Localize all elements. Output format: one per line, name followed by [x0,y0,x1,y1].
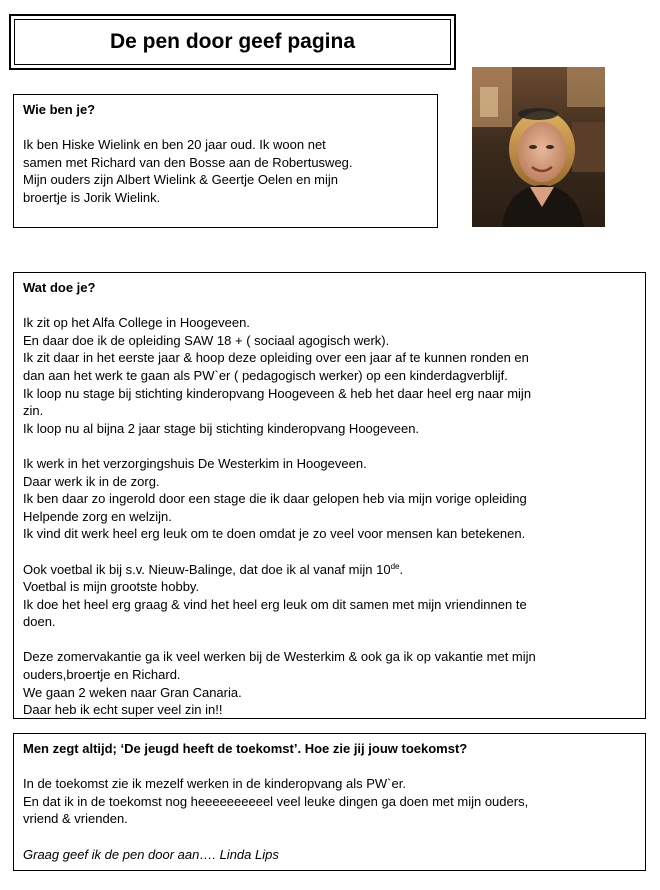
text-line: Daar heb ik echt super veel zin in!! [23,702,223,718]
text-line: Ik zit op het Alfa College in Hoogeveen. [23,315,250,331]
text-line: Mijn ouders zijn Albert Wielink & Geertje Oelen en mijn [23,172,339,188]
section-who-are-you [13,94,438,228]
text-line: dan aan het werk te gaan als PW`er ( pedagogisch werker) op een kinderdagverblijf. [23,367,508,383]
text-line: zin. [23,403,44,419]
text-line: Helpende zorg en welzijn. [23,508,172,524]
page-title: De pen door geef pagina [14,19,451,65]
text-line: Ik loop nu stage bij stichting kinderopvang Hoogeveen & heb het daar heel erg naar mijn [23,385,532,401]
text-line: Ik ben Hiske Wielink en ben 20 jaar oud. Ik woon net [23,137,326,153]
text-line: samen met Richard van den Bosse aan de Robertusweg. [23,154,353,170]
text-line: Ook voetbal ik bij s.v. Nieuw-Balinge, dat doe ik al vanaf mijn 10de. [23,561,404,577]
text-line: Ik doe het heel erg graag & vind het heel erg leuk om dit samen met mijn vriendinnen te [23,596,527,612]
section-future [13,733,646,871]
text-line: Ik zit daar in het eerste jaar & hoop deze opleiding over een jaar af te kunnen ronden en [23,350,529,366]
text-line: Deze zomervakantie ga ik veel werken bij de Westerkim & ook ga ik op vakantie met mijn [23,649,536,665]
text-line: In de toekomst zie ik mezelf werken in de kinderopvang als PW`er. [23,776,406,792]
text-line: En dat ik in de toekomst nog heeeeeeeeeel veel leuke dingen ga doen met mijn ouders, [23,793,529,809]
title-frame [9,14,456,70]
text-line: vriend & vrienden. [23,811,128,827]
text-line: Ik ben daar zo ingerold door een stage die ik daar gelopen heb via mijn vorige opleiding [23,491,527,507]
text-line: En daar doe ik de opleiding SAW 18 + ( sociaal agogisch werk). [23,332,390,348]
text-line: ouders,broertje en Richard. [23,667,181,683]
text-line: Ik werk in het verzorgingshuis De Westerkim in Hoogeveen. [23,455,367,471]
signoff: Graag geef ik de pen door aan…. Linda Lips [23,846,279,862]
section-what-do-you-do [13,272,646,719]
question-heading: Wat doe je? [23,280,96,295]
question-heading: Wie ben je? [23,102,96,117]
superscript: de [390,561,400,571]
text-line: doen. [23,614,56,630]
text-line: Ik vind dit werk heel erg leuk om te doen omdat je zo veel voor mensen kan betekenen. [23,526,526,542]
portrait-photo [472,67,605,227]
question-heading: Men zegt altijd; ‘De jeugd heeft de toekomst’. Hoe zie jij jouw toekomst? [23,741,468,756]
text-line: Ik loop nu al bijna 2 jaar stage bij stichting kinderopvang Hoogeveen. [23,420,420,436]
text-line: Voetbal is mijn grootste hobby. [23,579,200,595]
text-line: Daar werk ik in de zorg. [23,473,160,489]
text-line: We gaan 2 weken naar Gran Canaria. [23,684,242,700]
text-line: broertje is Jorik Wielink. [23,189,161,205]
